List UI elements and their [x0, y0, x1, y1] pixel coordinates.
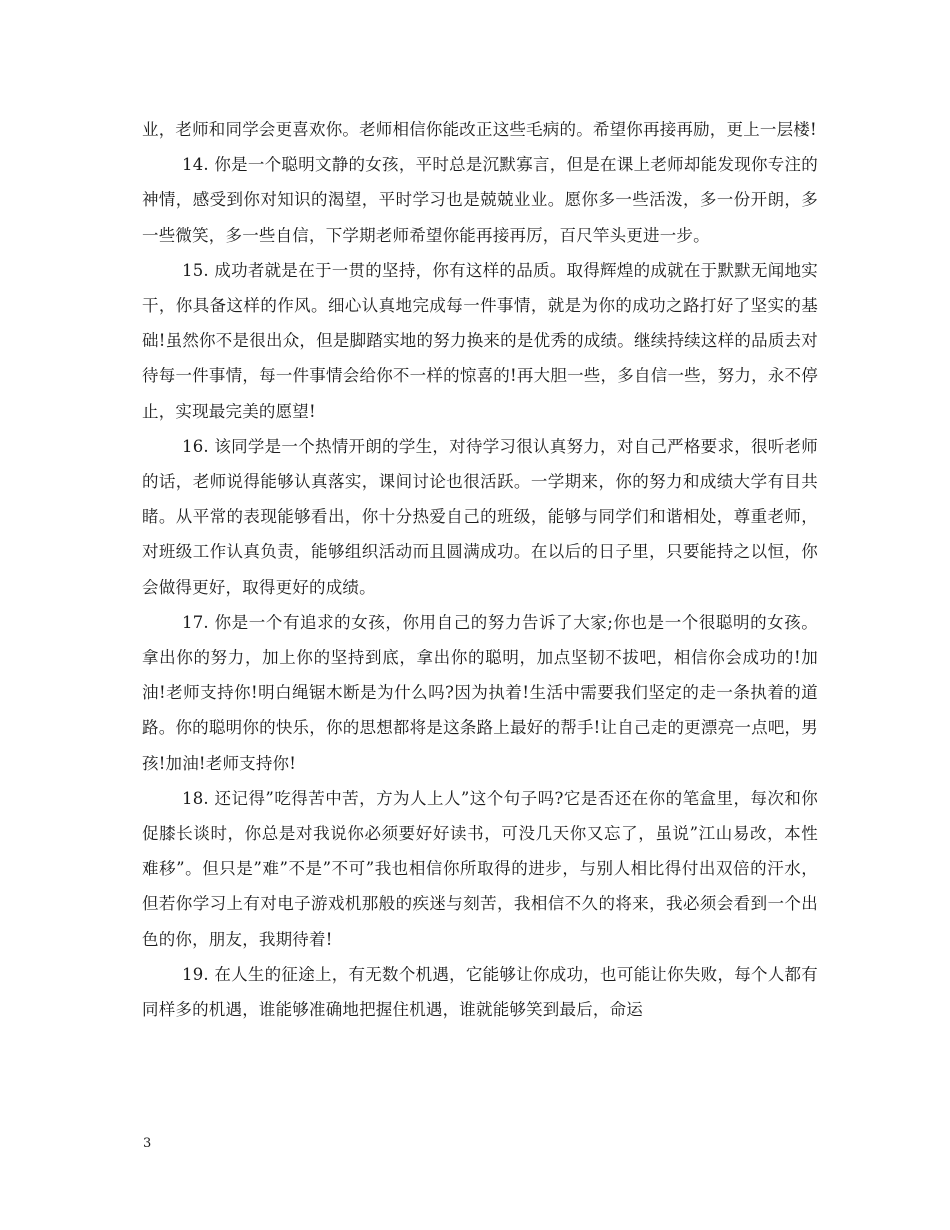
paragraph-16: 16. 该同学是一个热情开朗的学生，对待学习很认真努力，对自己严格要求，很听老师的话，老师说得能够认真落实，课间讨论也很活跃。一学期来，你的努力和成绩大学有目共睹。从平常的表现能够看出，你十分热爱自己的班级，能够与同学们和谐相处，尊重老师，对班级工作认真负责，能够组织活动而且圆满成功。在以后的日子里，只要能持之以恒，你会做得更好，取得更好的成绩。 — [142, 436, 818, 597]
page-number: 3 — [143, 1136, 152, 1151]
paragraph-14: 14. 你是一个聪明文静的女孩，平时总是沉默寡言，但是在课上老师却能发现你专注的神情，感受到你对知识的渴望，平时学习也是兢兢业业。愿你多一些活泼，多一份开朗，多一些微笑，多一些自信，下学期老师希望你能再接再厉，百尺竿头更进一步。 — [142, 155, 818, 245]
paragraph-17: 17. 你是一个有追求的女孩，你用自己的努力告诉了大家;你也是一个很聪明的女孩。拿出你的努力，加上你的坚持到底，拿出你的聪明，加点坚韧不拔吧，相信你会成功的!加油!老师支持你!明白绳锯木断是为什么吗?因为执着!生活中需要我们坚定的走一条执着的道路。你的聪明你的快乐，你的思想都将是这条路上最好的帮手!让自己走的更漂亮一点吧，男孩!加油!老师支持你! — [142, 612, 818, 773]
paragraph-continuation: 业，老师和同学会更喜欢你。老师相信你能改正这些毛病的。希望你再接再励，更上一层楼! — [142, 120, 817, 139]
paragraph-19: 19. 在人生的征途上，有无数个机遇，它能够让你成功，也可能让你失败，每个人都有同样多的机遇，谁能够准确地把握住机遇，谁就能够笑到最后，命运 — [142, 964, 818, 1020]
paragraph-18: 18. 还记得”吃得苦中苦，方为人上人”这个句子吗?它是否还在你的笔盒里，每次和你促膝长谈时，你总是对我说你必须要好好读书，可没几天你又忘了，虽说”江山易改，本性难移”。但只是”难”不是”不可”我也相信你所取得的进步，与别人相比得付出双倍的汗水，但若你学习上有对电子游戏机那般的疾迷与刻苦，我相信不久的将来，我必须会看到一个出色的你，朋友，我期待着! — [142, 788, 818, 949]
paragraph-15: 15. 成功者就是在于一贯的坚持，你有这样的品质。取得辉煌的成就在于默默无闻地实干，你具备这样的作风。细心认真地完成每一件事情，就是为你的成功之路打好了坚实的基础!虽然你不是很出众，但是脚踏实地的努力换来的是优秀的成绩。继续持续这样的品质去对待每一件事情，每一件事情会给你不一样的惊喜的!再大胆一些，多自信一些，努力，永不停止，实现最完美的愿望! — [142, 260, 818, 421]
document-body — [142, 112, 818, 1027]
